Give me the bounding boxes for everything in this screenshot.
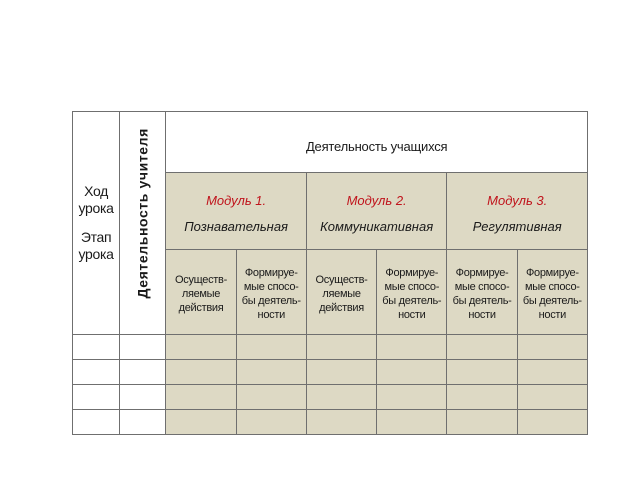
table-row <box>73 360 588 385</box>
subheader-cell <box>447 250 517 335</box>
module-name: Познавательная <box>184 219 288 234</box>
table-cell <box>517 410 587 435</box>
subheader-line: ности <box>398 309 426 321</box>
table-cell <box>120 335 166 360</box>
subheader-line: ляемые <box>181 288 221 300</box>
subheader-line: Осуществ- <box>175 274 227 286</box>
subheader-cell <box>377 250 447 335</box>
table-cell <box>377 335 447 360</box>
table-cell <box>236 410 306 435</box>
subheader-line: действия <box>178 302 224 314</box>
subheader-cell <box>236 250 306 335</box>
table-cell <box>120 385 166 410</box>
table-cell <box>517 360 587 385</box>
table-cell <box>73 335 120 360</box>
subheader-line: мые спосо- <box>243 281 299 293</box>
subheader-cell <box>306 250 376 335</box>
students-activity-header: Деятельность учащихся <box>166 112 588 173</box>
module-name: Регулятивная <box>472 219 562 234</box>
subheader-cell <box>517 250 587 335</box>
module-3-header <box>447 173 588 250</box>
module-name: Коммуникативная <box>320 219 434 234</box>
table-cell <box>236 360 306 385</box>
table-cell <box>306 385 376 410</box>
table-cell <box>166 385 236 410</box>
table-cell <box>73 410 120 435</box>
table-cell <box>73 385 120 410</box>
subheader-line: мые спосо- <box>384 281 440 293</box>
module-number: Модуль 2. <box>346 193 407 208</box>
subheader-line: Осуществ- <box>315 274 368 286</box>
table-cell <box>120 360 166 385</box>
lesson-stage-header <box>73 112 120 335</box>
table-cell <box>73 360 120 385</box>
lesson-header-line: Ход <box>84 183 109 199</box>
lesson-plan-table <box>72 111 588 435</box>
subheader-line: бы деятель- <box>241 295 301 307</box>
subheader-line: Формируе- <box>244 267 298 279</box>
table-cell <box>517 385 587 410</box>
module-number: Модуль 3. <box>487 193 548 208</box>
table-cell <box>377 360 447 385</box>
subheader-line: действия <box>319 302 364 314</box>
subheader-line: Формируе- <box>385 267 439 279</box>
table-cell <box>517 335 587 360</box>
table-cell <box>306 335 376 360</box>
module-1-header <box>166 173 307 250</box>
module-2-header <box>306 173 447 250</box>
table-cell <box>447 410 517 435</box>
table-cell <box>236 385 306 410</box>
table-body <box>73 335 588 435</box>
table-cell <box>377 410 447 435</box>
subheader-line: ляемые <box>322 288 361 300</box>
subheader-line: Формируе- <box>455 267 509 279</box>
table-cell <box>166 410 236 435</box>
table-cell <box>306 360 376 385</box>
table-cell <box>377 385 447 410</box>
teacher-activity-label: Деятельность учителя <box>134 127 151 298</box>
table-cell <box>166 360 236 385</box>
table-cell <box>447 335 517 360</box>
table-cell <box>120 410 166 435</box>
table-cell <box>166 335 236 360</box>
table-cell <box>306 410 376 435</box>
module-number: Модуль 1. <box>206 193 267 208</box>
table-row <box>73 335 588 360</box>
subheader-line: бы деятель- <box>522 295 582 307</box>
subheader-line: мые спосо- <box>525 281 580 293</box>
subheader-line: ности <box>468 309 496 321</box>
subheader-line: ности <box>257 309 285 321</box>
table-row <box>73 410 588 435</box>
table-cell <box>447 360 517 385</box>
subheader-line: бы деятель- <box>382 295 442 307</box>
table-cell <box>236 335 306 360</box>
subheader-line: Формируе- <box>525 267 579 279</box>
table-cell <box>447 385 517 410</box>
lesson-header-line: урока <box>78 200 114 216</box>
subheader-line: ности <box>538 309 567 321</box>
subheader-line: бы деятель- <box>452 295 512 307</box>
subheader-line: мые спосо- <box>454 281 510 293</box>
lesson-header-line: урока <box>78 246 114 262</box>
teacher-activity-header <box>120 112 166 335</box>
lesson-header-line: Этап <box>80 229 112 245</box>
subheader-cell <box>166 250 236 335</box>
table-row <box>73 385 588 410</box>
